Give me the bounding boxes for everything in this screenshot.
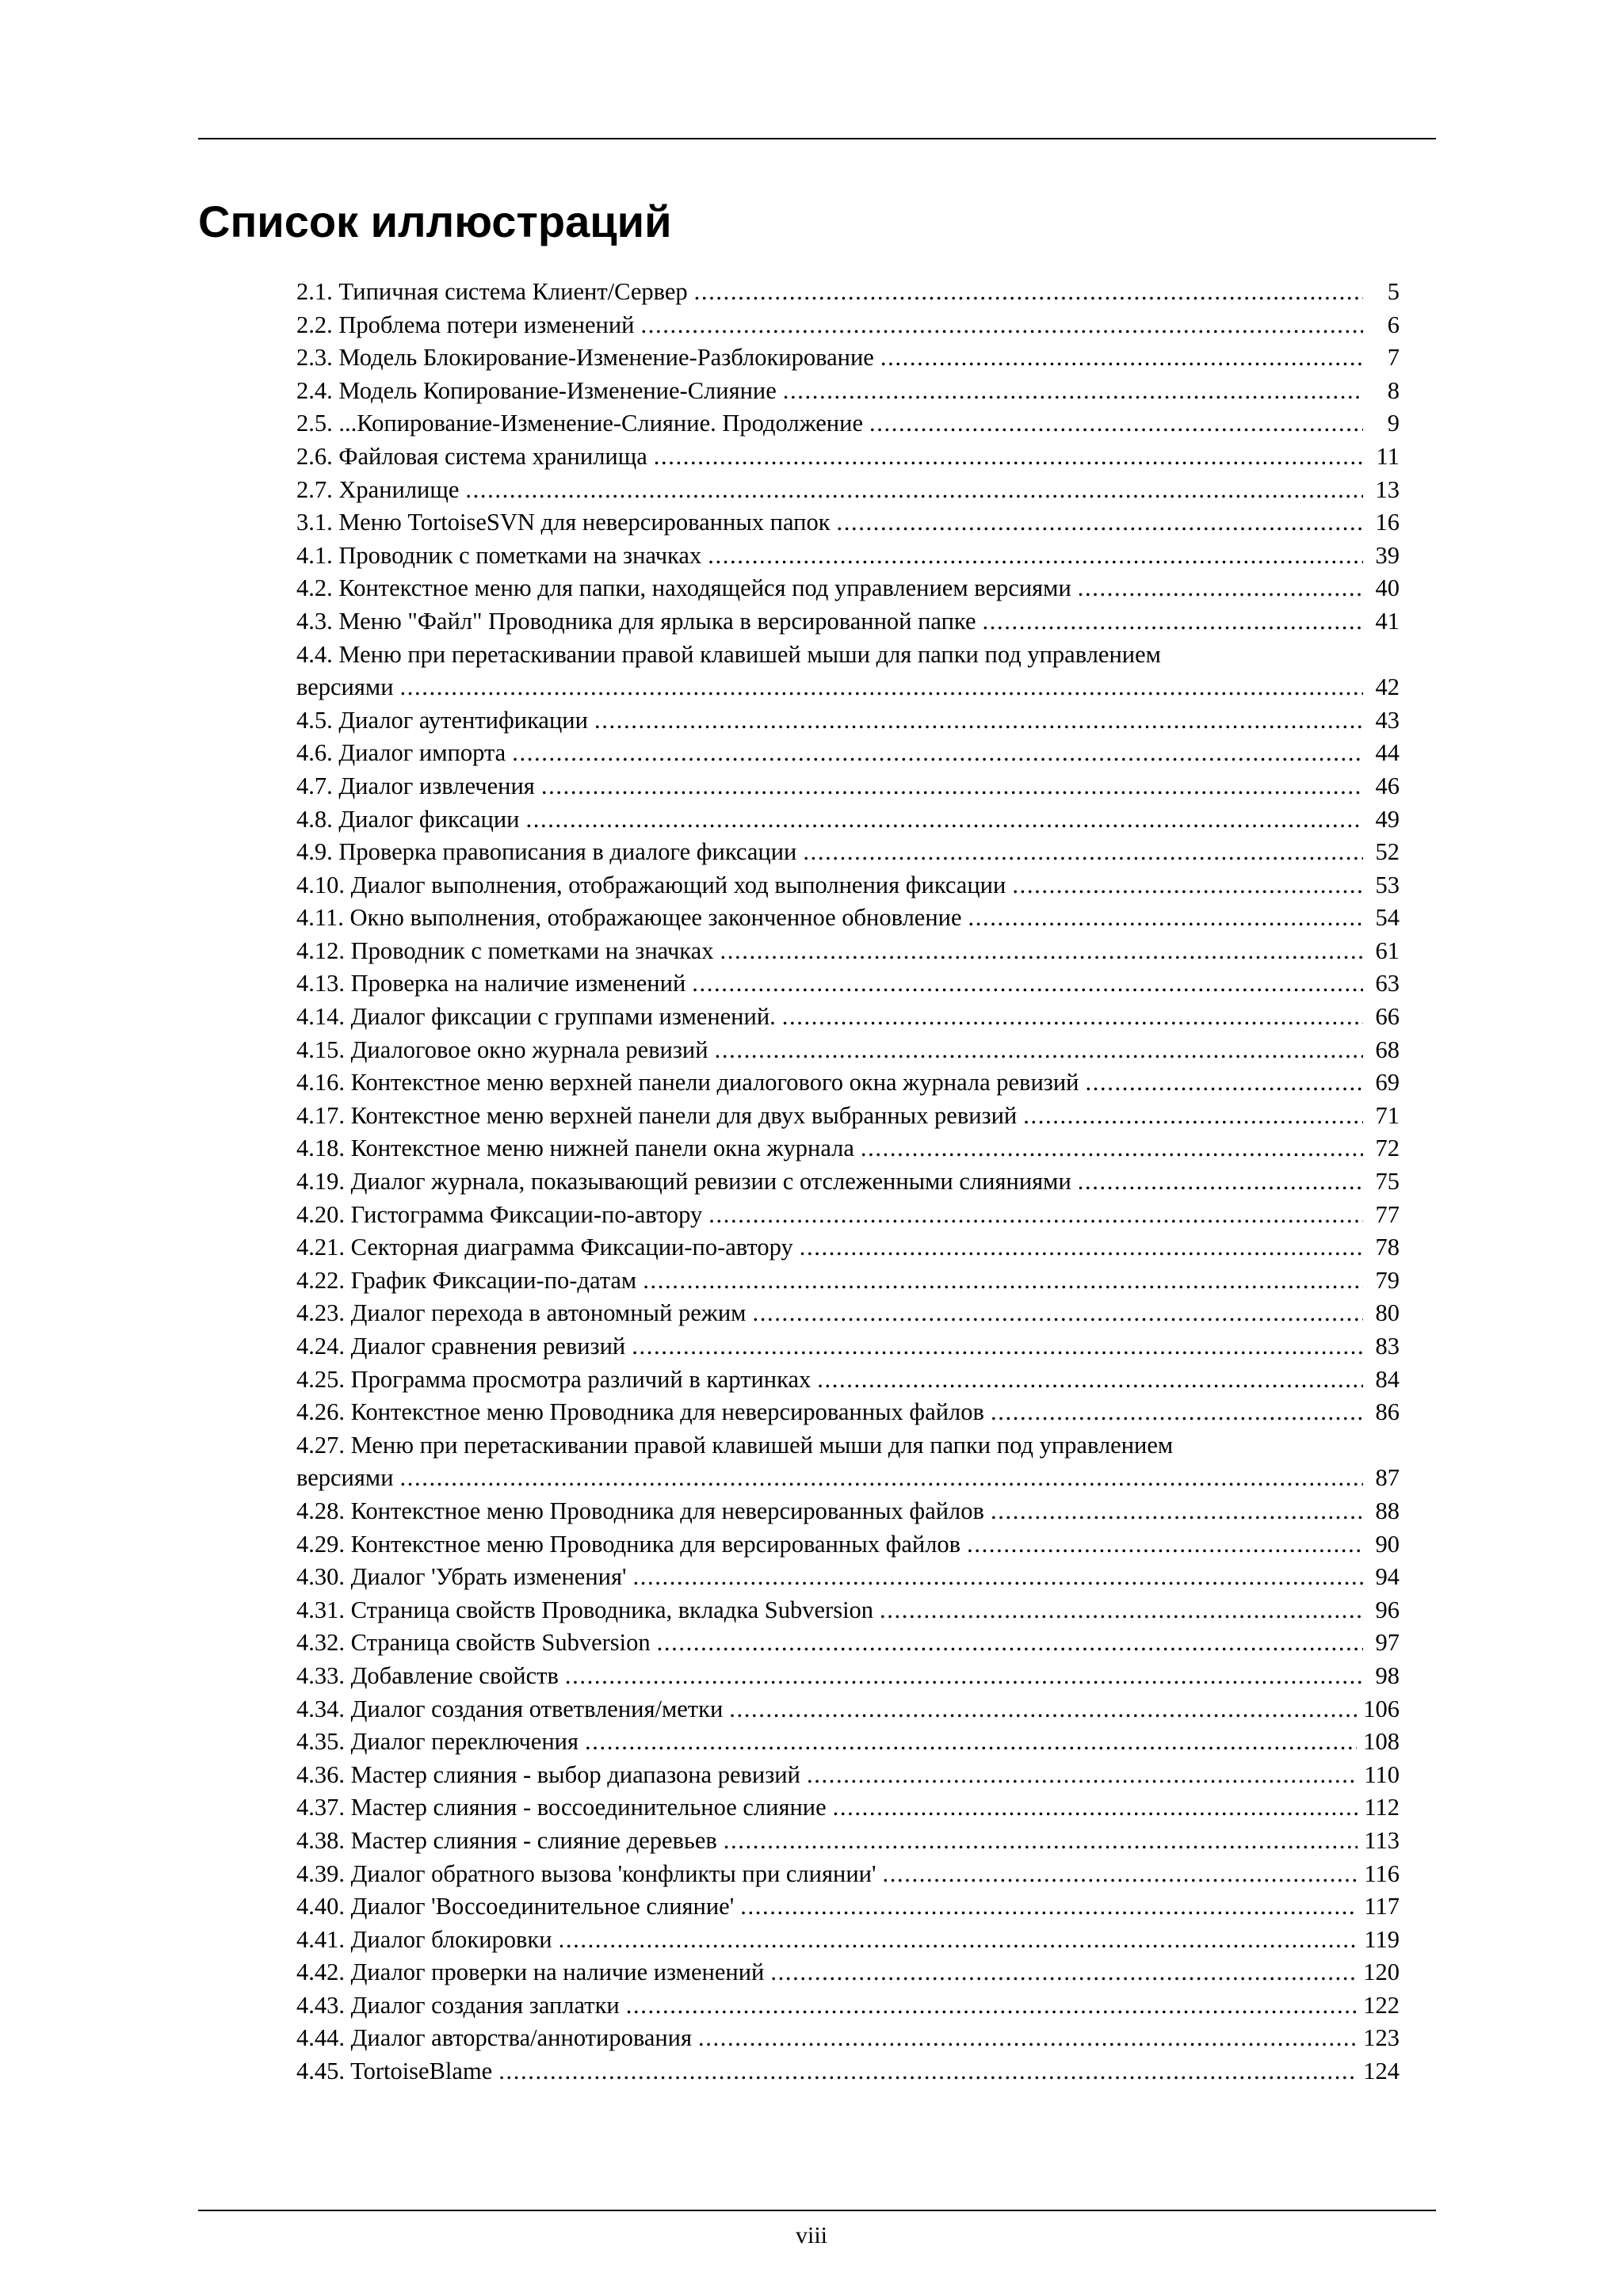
dot-leader [1085,1066,1363,1100]
dot-leader [1012,869,1363,902]
dot-leader [869,407,1363,441]
toc-entry-title: 4.20. Гистограмма Фиксации-по-автору [296,1200,703,1228]
toc-entry-row [296,1627,1400,1660]
toc-entry[interactable] [296,1627,1400,1660]
toc-entry-page: 49 [1375,805,1400,833]
dot-leader [880,1594,1363,1627]
dot-leader [715,1034,1363,1067]
toc-entry-page: 39 [1375,541,1400,569]
dot-leader [807,1759,1358,1792]
toc-entry-row [296,1363,1400,1397]
toc-entry-title: 4.6. Диалог импорта [296,739,506,767]
toc-entry[interactable] [296,474,1400,507]
toc-entry-row [296,1132,1400,1165]
toc-entry-row [296,1297,1400,1330]
toc-entry-row [296,1165,1400,1199]
toc-entry-title: 4.14. Диалог фиксации с группами изменений. [296,1003,776,1031]
toc-entry-page: 86 [1375,1398,1400,1426]
dot-leader [498,2055,1357,2088]
toc-entry-row [296,1231,1400,1264]
dot-leader [400,1462,1363,1495]
toc-entry-page: 117 [1364,1893,1400,1920]
toc-entry-row [296,1858,1400,1891]
toc-entry[interactable] [296,902,1400,935]
dot-leader [643,1264,1363,1298]
toc-entry[interactable] [296,1890,1400,1924]
toc-entry[interactable] [296,1660,1400,1693]
toc-entry[interactable] [296,803,1400,837]
toc-entry-row [296,1495,1400,1528]
toc-entry-row [296,1594,1400,1627]
dot-leader [729,1693,1357,1726]
toc-entry-title: 4.26. Контекстное меню Проводника для неверсированных файлов [296,1398,984,1426]
dot-leader [559,1924,1358,1957]
toc-entry-row [296,276,1400,309]
dot-leader [724,1825,1358,1858]
toc-entry-title: 4.41. Диалог блокировки [296,1925,552,1953]
toc-entry-page: 98 [1375,1661,1400,1689]
toc-entry-page: 77 [1375,1200,1400,1228]
dot-leader [694,276,1363,309]
dot-leader [565,1660,1363,1693]
toc-entry[interactable] [296,1825,1400,1858]
toc-entry-title: 4.42. Диалог проверки на наличие изменений [296,1958,765,1986]
toc-entry-page: 69 [1375,1069,1400,1097]
toc-entry-page: 13 [1375,475,1400,503]
toc-entry[interactable] [296,1495,1400,1528]
toc-entry-title: 4.39. Диалог обратного вызова 'конфликты при слиянии' [296,1859,876,1887]
toc-entry-page: 44 [1375,739,1400,767]
toc-entry[interactable] [296,1594,1400,1627]
toc-entry[interactable] [296,375,1400,408]
toc-entry-title: 4.8. Диалог фиксации [296,805,520,833]
toc-entry-title: 4.2. Контекстное меню для папки, находящейся под управлением версиями [296,574,1071,602]
toc-entry-row [296,540,1400,573]
toc-entry-title: 4.5. Диалог аутентификации [296,706,588,734]
toc-entry[interactable] [296,1066,1400,1100]
toc-entry-row [296,1462,1400,1495]
toc-entry-title: 2.4. Модель Копирование-Изменение-Слияние [296,376,777,404]
dot-leader [968,902,1363,935]
toc-entry-title: 2.5. ...Копирование-Изменение-Слияние. Продолжение [296,410,863,437]
dot-leader [783,375,1363,408]
toc-entry[interactable] [296,1363,1400,1397]
toc-entry[interactable] [296,1165,1400,1199]
toc-entry-row [296,341,1400,375]
toc-entry-page: 40 [1375,574,1400,602]
toc-entry-title: 4.30. Диалог 'Убрать изменения' [296,1563,627,1591]
toc-entry[interactable] [296,1989,1400,2023]
toc-entry[interactable] [296,1561,1400,1594]
toc-entry-title: 4.34. Диалог создания ответвления/метки [296,1695,724,1722]
toc-entry-row [296,1330,1400,1363]
toc-entry-title: 4.17. Контекстное меню верхней панели для двух выбранных ревизий [296,1101,1018,1129]
toc-entry-page: 88 [1375,1497,1400,1524]
toc-entry[interactable] [296,2055,1400,2088]
toc-entry[interactable] [296,506,1400,540]
dot-leader [512,737,1363,770]
toc-entry-title: 4.25. Программа просмотра различий в картинках [296,1365,812,1393]
toc-entry-row [296,1924,1400,1957]
toc-entry-page: 42 [1375,673,1400,701]
toc-entry[interactable] [296,1924,1400,1957]
toc-entry[interactable] [296,1264,1400,1298]
dot-leader [657,1627,1363,1660]
toc-entry-page: 9 [1387,410,1400,437]
toc-entry[interactable] [296,770,1400,803]
toc-entry-title: 4.22. График Фиксации-по-датам [296,1266,637,1294]
toc-entry-row [296,572,1400,605]
dot-leader [626,1989,1358,2023]
toc-entry-title: 4.13. Проверка на наличие изменений [296,970,686,997]
toc-entry-row [296,836,1400,869]
toc-entry-row [296,474,1400,507]
header-rule [198,138,1436,139]
toc-entry[interactable] [296,1759,1400,1792]
toc-entry-title-line: 4.4. Меню при перетаскивании правой клавишей мыши для папки под управлением [296,640,1161,668]
toc-entry[interactable] [296,605,1400,639]
toc-entry[interactable] [296,407,1400,441]
toc-entry-row [296,1791,1400,1825]
toc-entry-page: 110 [1364,1760,1400,1788]
toc-entry[interactable] [296,1330,1400,1363]
toc-entry[interactable] [296,1199,1400,1232]
toc-entry-title: 4.19. Диалог журнала, показывающий ревизии с отслеженными слияниями [296,1168,1071,1196]
toc-entry-row [296,737,1400,770]
dot-leader [541,770,1363,803]
footer-rule [198,2210,1436,2211]
dot-leader [882,1858,1358,1891]
toc-entry-page: 71 [1375,1101,1400,1129]
toc-entry[interactable] [296,935,1400,968]
toc-entry-page: 116 [1364,1859,1400,1887]
toc-entry-title: 4.43. Диалог создания заплатки [296,1991,620,2019]
toc-entry-row [296,902,1400,935]
toc-entry-title: 3.1. Меню TortoiseSVN для неверсированных папок [296,509,831,536]
toc-entry-title: 4.7. Диалог извлечения [296,772,535,799]
toc-entry-page: 7 [1387,344,1400,372]
toc-entry-page: 119 [1364,1925,1400,1953]
toc-entry-title: 4.36. Мастер слияния - выбор диапазона ревизий [296,1760,800,1788]
toc-entry-row [296,1396,1400,1429]
toc-entry-row [296,770,1400,803]
toc-entry-title: 4.40. Диалог 'Воссоединительное слияние' [296,1893,735,1920]
toc-entry-title: 2.1. Типичная система Клиент/Сервер [296,278,688,305]
toc-entry-title: 4.16. Контекстное меню верхней панели диалогового окна журнала ревизий [296,1069,1079,1097]
dot-leader [1078,572,1363,605]
toc-entry-title: 4.12. Проводник с пометками на значках [296,936,714,964]
toc-entry[interactable] [296,1528,1400,1562]
dot-leader [594,704,1363,738]
toc-entry-row [296,506,1400,540]
toc-entry-page: 84 [1375,1365,1400,1393]
toc-entry-row [296,1199,1400,1232]
toc-entry-page: 53 [1375,871,1400,898]
toc-entry-page: 112 [1364,1794,1400,1821]
page-number: viii [795,2222,827,2248]
dot-leader [632,1330,1363,1363]
toc-entry-title: 4.37. Мастер слияния - воссоединительное слияние [296,1794,827,1821]
toc-entry-page: 68 [1375,1035,1400,1063]
toc-entry[interactable] [296,836,1400,869]
toc-entry-row [296,1956,1400,1989]
toc-entry-title: 4.31. Страница свойств Проводника, вкладка Subversion [296,1596,874,1623]
toc-entry-page: 120 [1363,1958,1400,1986]
toc-entry-title: 2.2. Проблема потери изменений [296,311,635,338]
toc-entry[interactable] [296,309,1400,342]
toc-entry-row [296,1989,1400,2023]
toc-entry[interactable] [296,1726,1400,1759]
dot-leader [983,605,1364,639]
toc-entry-page: 5 [1387,278,1400,305]
toc-entry-title: 2.6. Файловая система хранилища [296,442,647,470]
toc-entry[interactable] [296,1001,1400,1034]
toc-entry-page: 96 [1375,1596,1400,1623]
toc-entry-row [296,2022,1400,2055]
toc-entry[interactable] [296,441,1400,474]
toc-entry-row [296,1825,1400,1858]
toc-entry-page: 54 [1375,904,1400,932]
toc-entry-title: 4.21. Секторная диаграмма Фиксации-по-автору [296,1234,793,1261]
toc-entry-row [296,2055,1400,2088]
toc-entry[interactable] [296,1791,1400,1825]
toc-entry-title: 4.18. Контекстное меню нижней панели окна журнала [296,1135,854,1162]
toc-entry-page: 75 [1375,1168,1400,1196]
toc-entry-row [296,704,1400,738]
toc-entry-row [296,1726,1400,1759]
dot-leader [465,474,1363,507]
toc-entry-title: 4.29. Контекстное меню Проводника для версированных файлов [296,1530,961,1558]
toc-entry-row [296,605,1400,639]
dot-leader [967,1528,1363,1562]
toc-entry-title: 4.3. Меню "Файл" Проводника для ярлыка в версированной папке [296,607,976,635]
dot-leader [641,309,1363,342]
toc-entry[interactable] [296,1396,1400,1429]
toc-entry[interactable] [296,737,1400,770]
dot-leader [708,540,1363,573]
toc-entry-title: 4.11. Окно выполнения, отображающее законченное обновление [296,904,962,932]
toc-entry-page: 94 [1375,1563,1400,1591]
dot-leader [585,1726,1357,1759]
toc-entry-page: 66 [1375,1003,1400,1031]
dot-leader [654,441,1363,474]
dot-leader [752,1297,1363,1330]
toc-entry-row [296,1264,1400,1298]
dot-leader [770,1956,1357,1989]
toc-entry-title: 2.7. Хранилище [296,475,460,503]
dot-leader [880,341,1363,375]
toc-entry[interactable] [296,1231,1400,1264]
toc-entry-title: 4.10. Диалог выполнения, отображающий ход выполнения фиксации [296,871,1006,898]
dot-leader [833,1791,1358,1825]
toc-entry[interactable] [296,639,1400,704]
toc-entry[interactable] [296,869,1400,902]
toc-entry-page: 72 [1375,1135,1400,1162]
toc-entry-title: 2.3. Модель Блокирование-Изменение-Разблокирование [296,344,874,372]
toc-entry[interactable] [296,341,1400,375]
toc-entry[interactable] [296,540,1400,573]
toc-entry-page: 11 [1376,442,1400,470]
toc-entry-row [296,375,1400,408]
dot-leader [782,1001,1363,1034]
dot-leader [698,2022,1357,2055]
dot-leader [991,1495,1363,1528]
toc-entry[interactable] [296,572,1400,605]
toc-entry-row [296,1100,1400,1133]
dot-leader [708,1199,1363,1232]
dot-leader [400,671,1363,704]
toc-entry-page: 46 [1375,772,1400,799]
toc-entry-page: 106 [1363,1695,1400,1722]
toc-entry-row [296,671,1400,704]
dot-leader [740,1890,1358,1924]
toc-entry-page: 41 [1375,607,1400,635]
dot-leader [1023,1100,1363,1133]
toc-entry-page: 16 [1375,509,1400,536]
toc-entry-row [296,1693,1400,1726]
toc-entry-title: 4.23. Диалог перехода в автономный режим [296,1299,747,1327]
toc-entry-page: 108 [1363,1728,1400,1756]
toc-entry[interactable] [296,1429,1400,1495]
toc-entry-page: 52 [1375,838,1400,866]
dot-leader [991,1396,1363,1429]
toc-entry-row [296,1528,1400,1562]
toc-entry-page: 87 [1375,1464,1400,1492]
toc-entry-row [296,1001,1400,1034]
toc-entry-row [296,803,1400,837]
toc-entry[interactable] [296,1297,1400,1330]
toc-entry-page: 83 [1375,1333,1400,1360]
dot-leader [720,935,1363,968]
toc-entry[interactable] [296,1034,1400,1067]
dot-leader [1078,1165,1363,1199]
toc-entry-title: 4.32. Страница свойств Subversion [296,1629,651,1657]
toc-entry-title: версиями [296,1464,394,1492]
toc-entry-row [296,1561,1400,1594]
toc-entry[interactable] [296,1858,1400,1891]
toc-entry-title: 4.1. Проводник с пометками на значках [296,541,702,569]
toc-entry-row [296,441,1400,474]
toc-entry-page: 8 [1387,376,1400,404]
toc-entry-page: 61 [1375,936,1400,964]
toc-entry-title: 4.15. Диалоговое окно журнала ревизий [296,1035,708,1063]
toc-entry[interactable] [296,1100,1400,1133]
toc-entry[interactable] [296,276,1400,309]
toc-entry-page: 6 [1387,311,1400,338]
toc-entry-row [296,1660,1400,1693]
toc-entry-page: 124 [1363,2058,1400,2085]
toc-entry-title: версиями [296,673,394,701]
toc-entry-title: 4.9. Проверка правописания в диалоге фиксации [296,838,797,866]
toc-entry-title: 4.38. Мастер слияния - слияние деревьев [296,1826,717,1854]
toc-entry-title-line: 4.27. Меню при перетаскивании правой клавишей мыши для папки под управлением [296,1431,1174,1459]
toc-entry-row [296,1066,1400,1100]
toc-entry[interactable] [296,1693,1400,1726]
toc-entry-title: 4.35. Диалог переключения [296,1728,579,1756]
toc-entry-page: 97 [1375,1629,1400,1657]
dot-leader [837,506,1363,540]
toc-entry-page: 43 [1375,706,1400,734]
dot-leader [817,1363,1363,1397]
toc-entry-title: 4.28. Контекстное меню Проводника для неверсированных файлов [296,1497,984,1524]
toc-entry-row [296,1890,1400,1924]
toc-entry-page: 78 [1375,1234,1400,1261]
dot-leader [633,1561,1363,1594]
toc-entry-row [296,869,1400,902]
toc-entry-title: 4.44. Диалог авторства/аннотирования [296,2024,693,2052]
dot-leader [861,1132,1363,1165]
list-of-figures [296,276,1400,2088]
toc-entry-row [296,935,1400,968]
dot-leader [800,1231,1363,1264]
dot-leader [525,803,1363,837]
dot-leader [692,967,1363,1001]
toc-entry-page: 63 [1375,970,1400,997]
toc-entry-row [296,407,1400,441]
toc-entry-row [296,1034,1400,1067]
toc-entry-row [296,309,1400,342]
toc-entry-page: 79 [1375,1266,1400,1294]
toc-entry-title: 4.24. Диалог сравнения ревизий [296,1333,626,1360]
toc-entry[interactable] [296,2022,1400,2055]
toc-entry[interactable] [296,704,1400,738]
toc-entry-title: 4.45. TortoiseBlame [296,2058,493,2085]
toc-entry-page: 113 [1364,1826,1400,1854]
toc-entry-page: 80 [1375,1299,1400,1327]
toc-entry-page: 122 [1363,1991,1400,2019]
toc-entry-row [296,1759,1400,1792]
toc-entry[interactable] [296,1132,1400,1165]
toc-entry-page: 90 [1375,1530,1400,1558]
toc-entry[interactable] [296,967,1400,1001]
toc-entry-page: 123 [1363,2024,1400,2052]
dot-leader [803,836,1363,869]
toc-entry-row [296,967,1400,1001]
toc-entry[interactable] [296,1956,1400,1989]
toc-entry-title: 4.33. Добавление свойств [296,1661,559,1689]
page-title: Список иллюстраций [198,196,672,246]
